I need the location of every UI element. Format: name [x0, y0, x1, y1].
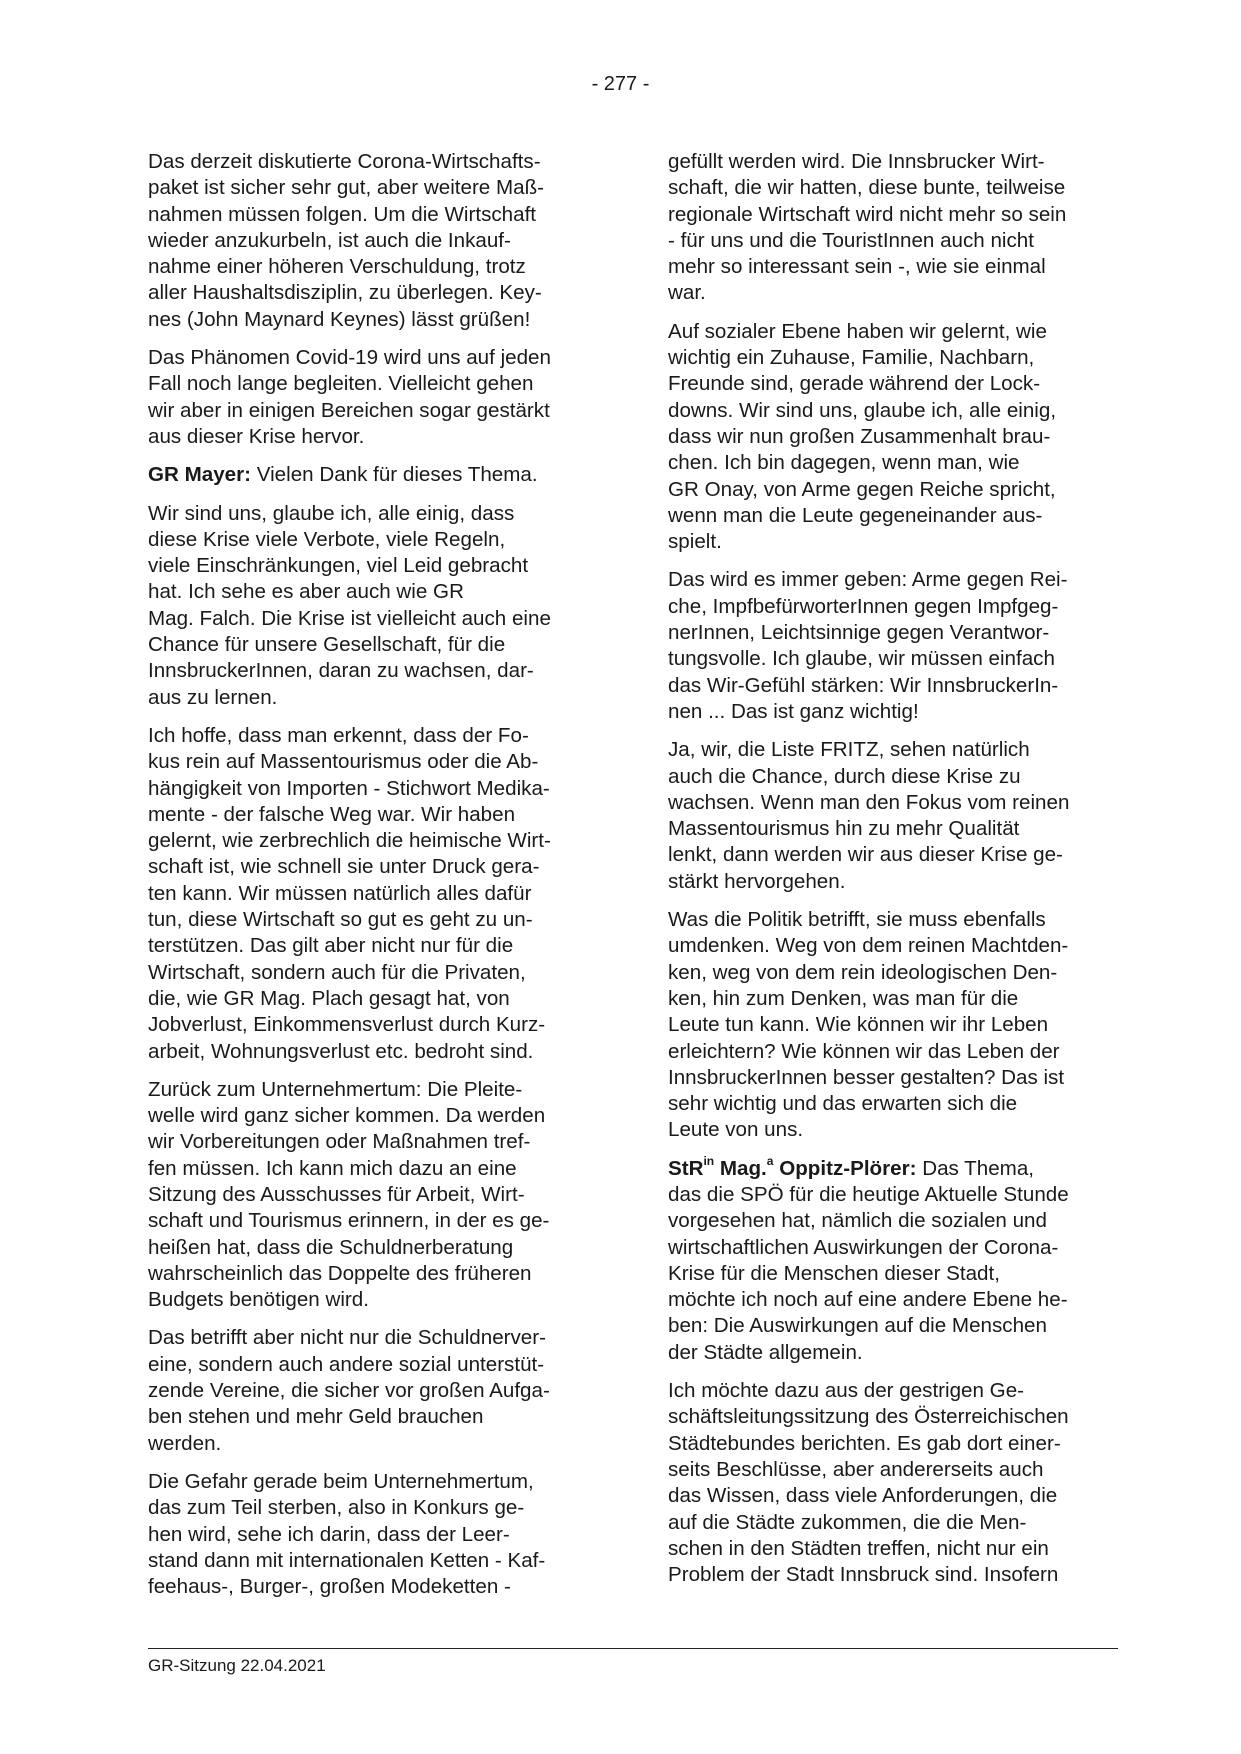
line-text: Ich möchte dazu aus der gestrigen Ge- — [668, 1379, 1025, 1403]
text-line — [668, 503, 1138, 529]
text-line — [668, 1536, 1138, 1562]
line-text: schaft, die wir hatten, diese bunte, teilweise — [668, 176, 1066, 200]
line-text: terstützen. Das gilt aber nicht nur für die — [148, 934, 514, 958]
text-line — [668, 1208, 1138, 1234]
text-line — [148, 749, 618, 775]
text-line — [148, 501, 618, 527]
line-text: Ich hoffe, dass man erkennt, dass der Fo- — [148, 723, 529, 747]
line-text: Sitzung des Ausschusses für Arbeit, Wirt- — [148, 1182, 525, 1206]
line-text: Das betrifft aber nicht nur die Schuldnerver- — [148, 1326, 546, 1350]
text-line — [668, 1012, 1138, 1038]
line-text: Leute tun kann. Wie können wir ihr Leben — [668, 1013, 1049, 1037]
text-line — [668, 1261, 1138, 1287]
text-line — [668, 149, 1138, 175]
text-line — [668, 1510, 1138, 1536]
left-column — [148, 149, 618, 1612]
paragraph — [668, 567, 1138, 725]
paragraph — [668, 737, 1138, 895]
speaker-superscript: a — [766, 1153, 774, 1168]
text-line — [668, 398, 1138, 424]
text-line — [148, 1378, 618, 1404]
text-line — [148, 723, 618, 749]
line-text: der Städte allgemein. — [668, 1340, 863, 1364]
text-line — [148, 398, 618, 424]
line-text: Das Phänomen Covid-19 wird uns auf jeden — [148, 346, 551, 370]
text-line — [668, 869, 1138, 895]
text-line — [148, 1156, 618, 1182]
line-text: gelernt, wie zerbrechlich die heimische Wirt- — [148, 829, 551, 853]
line-text: stand dann mit internationalen Ketten - Kaf- — [148, 1548, 546, 1572]
line-text: wachsen. Wenn man den Fokus vom reinen — [668, 790, 1070, 814]
line-text: auch die Chance, durch diese Krise zu — [668, 764, 1021, 788]
line-text: erleichtern? Wie können wir das Leben der — [668, 1039, 1060, 1063]
text-line — [148, 828, 618, 854]
line-text: wirtschaftlichen Auswirkungen der Corona- — [668, 1235, 1059, 1259]
text-line — [148, 149, 618, 175]
paragraph — [668, 1153, 1138, 1366]
line-text: Das wird es immer geben: Arme gegen Rei- — [668, 568, 1068, 592]
text-line — [148, 1039, 618, 1065]
text-line — [668, 1117, 1138, 1143]
text-line — [668, 764, 1138, 790]
text-line — [148, 527, 618, 553]
text-line — [148, 776, 618, 802]
paragraph — [668, 1378, 1138, 1588]
speaker-superscript: in — [703, 1153, 715, 1168]
line-text: aller Haushaltsdisziplin, zu überlegen. Key- — [148, 281, 542, 305]
text-line — [668, 1404, 1138, 1430]
text-line — [148, 632, 618, 658]
line-text: das zum Teil sterben, also in Konkurs ge- — [148, 1496, 525, 1520]
paragraph — [148, 149, 618, 333]
line-text: mehr so interessant sein -, wie sie einmal — [668, 255, 1046, 279]
text-line — [668, 907, 1138, 933]
right-column — [668, 149, 1138, 1600]
text-line — [668, 1562, 1138, 1588]
text-line — [148, 202, 618, 228]
line-text: stärkt hervorgehen. — [668, 869, 846, 893]
line-text: ben: Die Auswirkungen auf die Menschen — [668, 1314, 1047, 1338]
line-text: arbeit, Wohnungsverlust etc. bedroht sind. — [148, 1039, 534, 1063]
text-line — [668, 673, 1138, 699]
line-text: wieder anzukurbeln, ist auch die Inkauf- — [148, 228, 511, 252]
text-line — [668, 567, 1138, 593]
line-text: die, wie GR Mag. Plach gesagt hat, von — [148, 986, 510, 1010]
line-text: Massentourismus hin zu mehr Qualität — [668, 817, 1020, 841]
text-line — [148, 854, 618, 880]
text-line — [148, 371, 618, 397]
line-text: downs. Wir sind uns, glaube ich, alle einig, — [668, 398, 1057, 422]
line-text: chen. Ich bin dagegen, wenn man, wie — [668, 451, 1020, 475]
line-text: che, ImpfbefürworterInnen gegen Impfgeg- — [668, 594, 1059, 618]
text-line — [668, 228, 1138, 254]
text-line — [668, 371, 1138, 397]
text-line — [148, 933, 618, 959]
line-text: fen müssen. Ich kann mich dazu an eine — [148, 1156, 517, 1180]
line-text: ben stehen und mehr Geld brauchen — [148, 1405, 484, 1429]
line-text: vorgesehen hat, nämlich die sozialen und — [668, 1209, 1047, 1233]
line-text: InnsbruckerInnen besser gestalten? Das ist — [668, 1065, 1065, 1089]
text-line — [148, 658, 618, 684]
text-line — [668, 202, 1138, 228]
speaker-name — [668, 1153, 917, 1180]
footer-text: GR-Sitzung 22.04.2021 — [148, 1656, 326, 1675]
line-text: aus dieser Krise hervor. — [148, 424, 365, 448]
paragraph — [148, 345, 618, 450]
line-text: lenkt, dann werden wir aus dieser Krise ge- — [668, 843, 1063, 867]
line-text: feehaus-, Burger-, großen Modeketten - — [148, 1575, 511, 1599]
line-text: gefüllt werden wird. Die Innsbrucker Wirt- — [668, 150, 1045, 173]
text-line — [668, 933, 1138, 959]
line-text: schaft und Tourismus erinnern, in der es ge- — [148, 1209, 550, 1233]
text-line — [668, 960, 1138, 986]
text-line — [148, 1261, 618, 1287]
line-text: aus zu lernen. — [148, 685, 278, 709]
text-line — [668, 594, 1138, 620]
text-line — [148, 1325, 618, 1351]
line-text: Chance für unsere Gesellschaft, für die — [148, 633, 506, 657]
line-text: das Wir-Gefühl stärken: Wir InnsbruckerIn- — [668, 673, 1059, 697]
text-line — [148, 1077, 618, 1103]
text-line — [668, 1287, 1138, 1313]
text-line — [668, 1378, 1138, 1404]
text-line — [668, 280, 1138, 306]
text-line — [668, 175, 1138, 201]
text-line — [668, 646, 1138, 672]
text-line — [148, 1208, 618, 1234]
text-line — [668, 1235, 1138, 1261]
line-text: Vielen Dank für dieses Thema. — [251, 463, 538, 487]
speaker-part: Mag. — [714, 1156, 767, 1180]
line-text: ten kann. Wir müssen natürlich alles dafür — [148, 881, 532, 905]
line-text: hängigkeit von Importen - Stichwort Medika- — [148, 776, 550, 800]
text-line — [668, 816, 1138, 842]
line-text: nen ... Das ist ganz wichtig! — [668, 699, 919, 723]
line-text: tungsvolle. Ich glaube, wir müssen einfach — [668, 647, 1055, 671]
text-line — [148, 1404, 618, 1430]
text-line — [148, 802, 618, 828]
line-text: wenn man die Leute gegeneinander aus- — [668, 503, 1043, 527]
line-text: Die Gefahr gerade beim Unternehmertum, — [148, 1469, 534, 1493]
line-text: schäftsleitungssitzung des Österreichischen — [668, 1405, 1069, 1429]
paragraph — [148, 1469, 618, 1600]
line-text: wir Vorbereitungen oder Maßnahmen tref- — [148, 1130, 531, 1154]
line-text: Freunde sind, gerade während der Lock- — [668, 372, 1041, 396]
line-text: Mag. Falch. Die Krise ist vielleicht auch eine — [148, 606, 551, 630]
text-line — [148, 254, 618, 280]
line-text: Wir sind uns, glaube ich, alle einig, dass — [148, 501, 515, 525]
text-line — [668, 1039, 1138, 1065]
text-line — [148, 345, 618, 371]
text-line — [148, 1469, 618, 1495]
text-line — [148, 1235, 618, 1261]
line-text: wir aber in einigen Bereichen sogar gestärkt — [148, 398, 550, 422]
text-line — [148, 1129, 618, 1155]
text-line — [668, 1457, 1138, 1483]
paragraph — [148, 462, 618, 488]
paragraph — [148, 723, 618, 1065]
text-line — [148, 960, 618, 986]
line-text: wahrscheinlich das Doppelte des früheren — [148, 1261, 532, 1285]
line-text: Problem der Stadt Innsbruck sind. Insofern — [668, 1563, 1059, 1587]
text-line — [668, 345, 1138, 371]
text-line — [148, 228, 618, 254]
line-text: kus rein auf Massentourismus oder die Ab- — [148, 750, 539, 774]
line-text: das Wissen, dass viele Anforderungen, die — [668, 1484, 1058, 1508]
line-text: schen in den Städten treffen, nicht nur ein — [668, 1536, 1049, 1560]
paragraph — [148, 1077, 618, 1314]
line-text: diese Krise viele Verbote, viele Regeln, — [148, 527, 506, 551]
line-text: Städtebundes berichten. Es gab dort einer- — [668, 1431, 1061, 1455]
line-text: tun, diese Wirtschaft so gut es geht zu un- — [148, 908, 533, 932]
line-text: InnsbruckerInnen, daran zu wachsen, dar- — [148, 659, 534, 683]
text-line — [668, 450, 1138, 476]
text-line — [148, 1548, 618, 1574]
text-line — [148, 1495, 618, 1521]
speaker-part: StR — [668, 1156, 704, 1180]
text-line — [148, 1574, 618, 1600]
line-text: hat. Ich sehe es aber auch wie GR — [148, 580, 464, 604]
speaker-part: Oppitz-Plörer: — [773, 1156, 917, 1180]
line-text: viele Einschränkungen, viel Leid gebracht — [148, 554, 529, 578]
line-text: Fall noch lange begleiten. Vielleicht gehen — [148, 372, 534, 396]
line-text: Leute von uns. — [668, 1118, 804, 1142]
line-text: Zurück zum Unternehmertum: Die Pleite- — [148, 1077, 523, 1101]
paragraph — [668, 149, 1138, 307]
line-text: das die SPÖ für die heutige Aktuelle Stunde — [668, 1182, 1069, 1206]
text-line — [148, 1182, 618, 1208]
line-text: mente - der falsche Weg war. Wir haben — [148, 802, 516, 826]
line-text: welle wird ganz sicher kommen. Da werden — [148, 1104, 546, 1128]
text-line — [148, 1287, 618, 1313]
line-text: auf die Städte zukommen, die die Men- — [668, 1510, 1027, 1534]
paragraph — [668, 907, 1138, 1144]
text-line — [668, 790, 1138, 816]
line-text: werden. — [148, 1431, 222, 1455]
line-text: - für uns und die TouristInnen auch nicht — [668, 228, 1034, 252]
line-text: umdenken. Weg von dem reinen Machtden- — [668, 934, 1069, 958]
line-text: Jobverlust, Einkommensverlust durch Kurz- — [148, 1013, 546, 1037]
speaker-name: GR Mayer: — [148, 463, 251, 487]
line-text: hen wird, sehe ich darin, dass der Leer- — [148, 1522, 510, 1546]
text-line — [148, 1522, 618, 1548]
text-line — [148, 685, 618, 711]
line-text: heißen hat, dass die Schuldnerberatung — [148, 1235, 514, 1259]
text-line — [668, 319, 1138, 345]
text-line — [668, 1065, 1138, 1091]
line-text: spielt. — [668, 530, 722, 554]
text-line — [148, 579, 618, 605]
text-line — [668, 620, 1138, 646]
text-line — [668, 529, 1138, 555]
line-text: Das Thema, — [916, 1156, 1034, 1180]
text-line — [668, 1091, 1138, 1117]
line-text: Auf sozialer Ebene haben wir gelernt, wie — [668, 319, 1047, 343]
line-text: nahme einer höheren Verschuldung, trotz — [148, 255, 526, 279]
line-text: nahmen müssen folgen. Um die Wirtschaft — [148, 202, 537, 226]
line-text: möchte ich noch auf eine andere Ebene he- — [668, 1288, 1068, 1312]
line-text: wichtig ein Zuhause, Familie, Nachbarn, — [668, 346, 1035, 370]
line-text: paket ist sicher sehr gut, aber weitere Maß- — [148, 176, 545, 200]
text-line — [668, 424, 1138, 450]
text-line — [148, 424, 618, 450]
line-text: Krise für die Menschen dieser Stadt, — [668, 1261, 1000, 1285]
text-line — [668, 1431, 1138, 1457]
line-text: Budgets benötigen wird. — [148, 1288, 369, 1312]
text-line — [148, 280, 618, 306]
text-line — [148, 606, 618, 632]
text-line — [668, 842, 1138, 868]
line-text: Das derzeit diskutierte Corona-Wirtschafts- — [148, 150, 541, 173]
text-line — [148, 1352, 618, 1378]
text-line — [148, 1012, 618, 1038]
text-line — [148, 986, 618, 1012]
text-line — [668, 254, 1138, 280]
text-line — [148, 553, 618, 579]
text-line — [668, 986, 1138, 1012]
paragraph — [148, 501, 618, 711]
text-line — [668, 1483, 1138, 1509]
text-line — [148, 1431, 618, 1457]
text-line — [148, 462, 618, 488]
line-text: ken, hin zum Denken, was man für die — [668, 986, 1019, 1010]
text-line — [148, 307, 618, 333]
line-text: Wirtschaft, sondern auch für die Privaten, — [148, 960, 526, 984]
text-line — [668, 1340, 1138, 1366]
line-text: war. — [668, 281, 706, 305]
line-text: zende Vereine, die sicher vor großen Aufga- — [148, 1379, 550, 1403]
text-line — [148, 907, 618, 933]
line-text: eine, sondern auch andere sozial unterstüt- — [148, 1352, 545, 1376]
line-text: sehr wichtig und das erwarten sich die — [668, 1092, 1018, 1116]
text-line — [148, 881, 618, 907]
text-line — [148, 175, 618, 201]
paragraph — [148, 1325, 618, 1456]
line-text: regionale Wirtschaft wird nicht mehr so sein — [668, 202, 1067, 226]
footer-rule — [148, 1648, 1118, 1649]
line-text: seits Beschlüsse, aber andererseits auch — [668, 1457, 1044, 1481]
text-line — [148, 1103, 618, 1129]
line-text: schaft ist, wie schnell sie unter Druck gera- — [148, 855, 540, 879]
text-line — [668, 1313, 1138, 1339]
text-line — [668, 699, 1138, 725]
line-text: nes (John Maynard Keynes) lässt grüßen! — [148, 307, 531, 331]
line-text: Was die Politik betrifft, sie muss ebenfalls — [668, 908, 1046, 932]
line-text: Ja, wir, die Liste FRITZ, sehen natürlich — [668, 738, 1030, 762]
line-text: nerInnen, Leichtsinnige gegen Verantwor- — [668, 621, 1050, 645]
line-text: ken, weg von dem rein ideologischen Den- — [668, 960, 1058, 984]
text-line — [668, 477, 1138, 503]
text-line — [668, 1153, 1138, 1182]
line-text: GR Onay, von Arme gegen Reiche spricht, — [668, 477, 1056, 501]
page-number: - 277 - — [591, 73, 650, 95]
line-text: dass wir nun großen Zusammenhalt brau- — [668, 424, 1051, 448]
paragraph — [668, 319, 1138, 556]
text-line — [668, 737, 1138, 763]
text-line — [668, 1182, 1138, 1208]
